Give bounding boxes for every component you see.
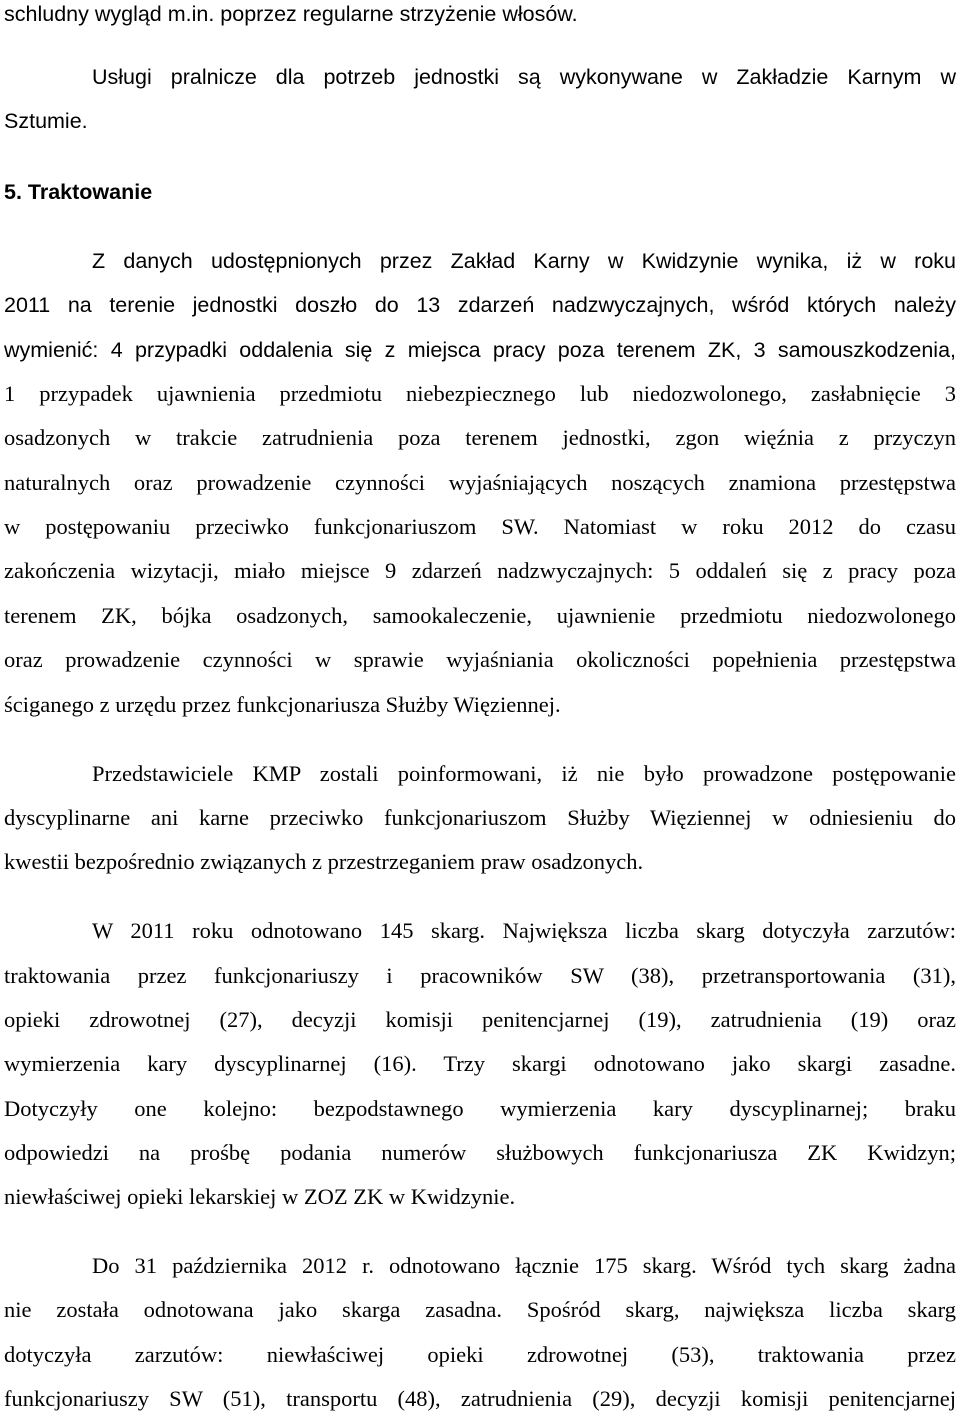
- text-line: oraz prowadzenie czynności w sprawie wyjaśniania okoliczności popełnienia przestępstwa: [4, 647, 956, 672]
- text-line: wymienić: 4 przypadki oddalenia się z miejsca pracy poza terenem ZK, 3 samouszkodzenia,: [4, 338, 956, 362]
- text-line: 2011 na terenie jednostki doszło do 13 zdarzeń nadzwyczajnych, wśród których należy: [4, 293, 956, 317]
- section-heading: 5. Traktowanie: [4, 180, 153, 204]
- text-line: kwestii bezpośrednio związanych z przestrzeganiem praw osadzonych.: [4, 849, 644, 874]
- text-line: traktowania przez funkcjonariuszy i pracowników SW (38), przetransportowania (31),: [4, 963, 956, 988]
- text-line: opieki zdrowotnej (27), decyzji komisji penitencjarnej (19), zatrudnienia (19) oraz: [4, 1007, 956, 1032]
- text-line: Dotyczyły one kolejno: bezpodstawnego wymierzenia kary dyscyplinarnej; braku: [4, 1096, 956, 1121]
- text-line: w postępowaniu przeciwko funkcjonariuszom SW. Natomiast w roku 2012 do czasu: [4, 514, 956, 539]
- text-line: odpowiedzi na prośbę podania numerów służbowych funkcjonariusza ZK Kwidzyn;: [4, 1140, 956, 1165]
- text-line: 1 przypadek ujawnienia przedmiotu niebezpiecznego lub niedozwolonego, zasłabnięcie 3: [4, 381, 956, 406]
- text-line: Usługi pralnicze dla potrzeb jednostki są wykonywane w Zakładzie Karnym w: [92, 65, 956, 89]
- text-line: funkcjonariuszy SW (51), transportu (48), zatrudnienia (29), decyzji komisji penitencjarnej: [4, 1386, 956, 1411]
- text-line: nie została odnotowana jako skarga zasadna. Spośród skarg, największa liczba skarg: [4, 1297, 956, 1322]
- text-line: terenem ZK, bójka osadzonych, samookaleczenie, ujawnienie przedmiotu niedozwolonego: [4, 603, 956, 628]
- text-line: ściganego z urzędu przez funkcjonariusza Służby Więziennej.: [4, 692, 561, 717]
- text-line: wymierzenia kary dyscyplinarnej (16). Trzy skargi odnotowano jako skargi zasadne.: [4, 1051, 956, 1076]
- text-line: schludny wygląd m.in. poprzez regularne strzyżenie włosów.: [4, 2, 578, 26]
- text-line: osadzonych w trakcie zatrudnienia poza terenem jednostki, zgon więźnia z przyczyn: [4, 425, 956, 450]
- text-line: dyscyplinarne ani karne przeciwko funkcjonariuszom Służby Więziennej w odniesieniu do: [4, 805, 956, 830]
- text-line: Do 31 października 2012 r. odnotowano łącznie 175 skarg. Wśród tych skarg żadna: [92, 1253, 956, 1278]
- text-line: Z danych udostępnionych przez Zakład Karny w Kwidzynie wynika, iż w roku: [92, 249, 956, 273]
- text-line: W 2011 roku odnotowano 145 skarg. Największa liczba skarg dotyczyła zarzutów:: [92, 918, 956, 943]
- text-line: zakończenia wizytacji, miało miejsce 9 zdarzeń nadzwyczajnych: 5 oddaleń się z pracy poza: [4, 558, 956, 583]
- text-line: Sztumie.: [4, 109, 88, 133]
- text-line: niewłaściwej opieki lekarskiej w ZOZ ZK w Kwidzynie.: [4, 1184, 516, 1209]
- text-line: naturalnych oraz prowadzenie czynności wyjaśniających noszących znamiona przestępstwa: [4, 470, 956, 495]
- text-line: Przedstawiciele KMP zostali poinformowani, iż nie było prowadzone postępowanie: [92, 761, 956, 786]
- text-line: dotyczyła zarzutów: niewłaściwej opieki zdrowotnej (53), traktowania przez: [4, 1342, 956, 1367]
